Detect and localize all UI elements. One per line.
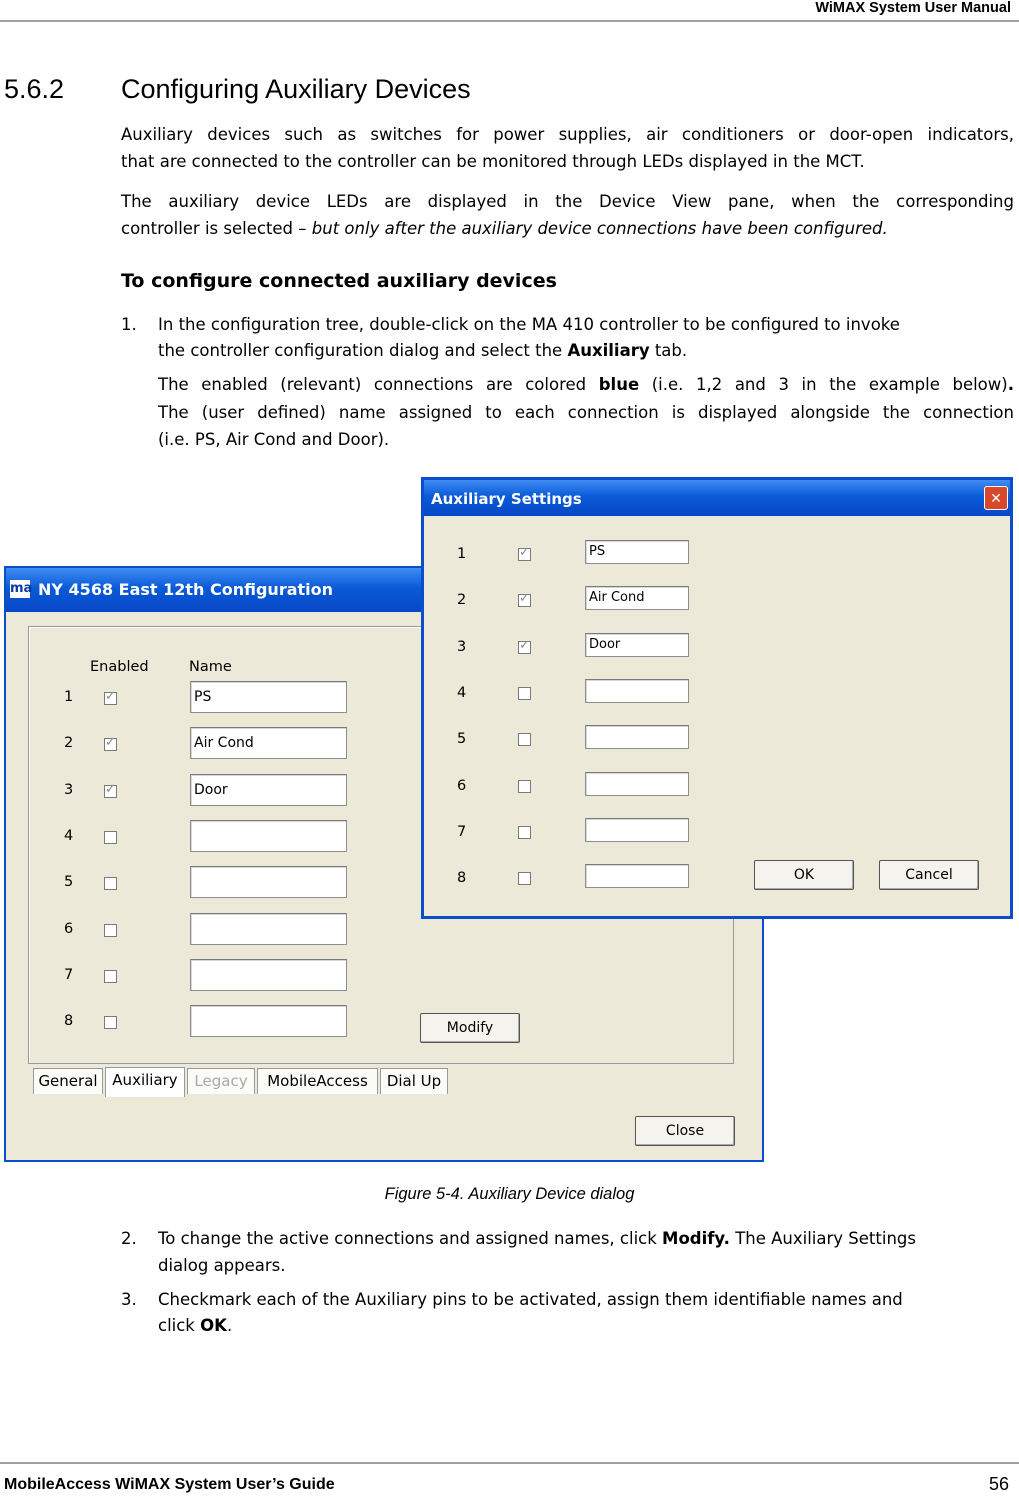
name-field[interactable]: Door — [190, 774, 347, 806]
step1-line5: (i.e. PS, Air Cond and Door). — [158, 430, 390, 449]
name-field[interactable] — [190, 820, 347, 852]
step1-line1: In the configuration tree, double-click on the MA 410 controller to be configured to invoke — [158, 315, 900, 334]
aux-row-number: 7 — [457, 823, 467, 840]
tab-dial-up[interactable]: Dial Up — [380, 1068, 448, 1094]
aux-row-number: 3 — [457, 638, 467, 655]
step3-line1: Checkmark each of the Auxiliary pins to be activated, assign them identifiable names and — [158, 1290, 903, 1309]
step2-line2: dialog appears. — [158, 1256, 286, 1275]
auxiliary-settings-dialog — [421, 477, 1013, 919]
aux-row-number: 6 — [457, 777, 467, 794]
enabled-checkbox[interactable] — [104, 924, 117, 937]
row-number: 6 — [64, 920, 74, 937]
aux-name-field[interactable] — [585, 679, 689, 703]
footer-guide-title: MobileAccess WiMAX System User’s Guide — [4, 1476, 335, 1493]
step1-blue-bold: blue — [598, 375, 640, 394]
enabled-checkbox[interactable] — [104, 877, 117, 890]
intro-p1-line2: that are connected to the controller can be monitored through LEDs displayed in the MCT. — [121, 152, 865, 171]
aux-name-field[interactable]: Air Cond — [585, 586, 689, 610]
page-number: 56 — [988, 1474, 1009, 1494]
aux-enabled-checkbox[interactable] — [518, 641, 531, 654]
section-title: Configuring Auxiliary Devices — [121, 74, 471, 104]
step1-number: 1. — [121, 315, 137, 334]
aux-name-field[interactable] — [585, 772, 689, 796]
figure-caption: Figure 5-4. Auxiliary Device dialog — [384, 1185, 635, 1203]
header-rule — [0, 20, 1019, 22]
tab-general[interactable]: General — [33, 1068, 103, 1094]
intro-p2-emphasis: but only after the auxiliary device connections have been configured. — [311, 219, 888, 238]
row-number: 8 — [64, 1013, 74, 1030]
aux-row-number: 2 — [457, 592, 467, 609]
close-icon[interactable]: ✕ — [984, 486, 1008, 510]
step1-line2-end: tab. — [649, 341, 688, 360]
aux-name-field[interactable] — [585, 818, 689, 842]
app-icon: ma — [10, 581, 33, 596]
ok-button[interactable]: OK — [754, 860, 854, 890]
intro-p1-line1: Auxiliary devices such as switches for power supplies, air conditioners or door-open indicators, — [121, 125, 1014, 144]
enabled-checkbox[interactable] — [104, 785, 117, 798]
aux-titlebar[interactable] — [424, 480, 1010, 516]
aux-dialog-title: Auxiliary Settings — [431, 490, 582, 508]
step2-line1 — [158, 1225, 916, 1252]
aux-name-field[interactable] — [585, 864, 689, 888]
step2-line1-text: To change the active connections and assigned names, click — [158, 1229, 663, 1248]
tab-mobileaccess[interactable]: MobileAccess — [257, 1068, 378, 1094]
enabled-column-header: Enabled — [90, 659, 149, 675]
footer-rule — [0, 1462, 1019, 1464]
step3-ok-bold: OK — [200, 1316, 227, 1335]
step1-auxiliary-bold: Auxiliary — [567, 341, 650, 360]
row-number: 4 — [64, 827, 74, 844]
row-number: 2 — [64, 735, 74, 752]
row-number: 5 — [64, 874, 74, 891]
step3-line2 — [158, 1312, 232, 1339]
row-number: 7 — [64, 966, 74, 983]
enabled-checkbox[interactable] — [104, 738, 117, 751]
intro-p2-line2-text: controller is selected – — [121, 219, 312, 238]
step3-line2-end: . — [226, 1316, 233, 1335]
row-number: 3 — [64, 781, 74, 798]
step2-number: 2. — [121, 1229, 137, 1248]
row-number: 1 — [64, 689, 74, 705]
name-field[interactable] — [190, 959, 347, 991]
name-field[interactable] — [190, 913, 347, 945]
aux-name-field[interactable] — [585, 725, 689, 749]
aux-enabled-checkbox[interactable] — [518, 594, 531, 607]
enabled-checkbox[interactable] — [104, 831, 117, 844]
name-column-header: Name — [189, 659, 232, 675]
aux-enabled-checkbox[interactable] — [518, 733, 531, 746]
step1-line3-period: . — [1007, 375, 1014, 394]
modify-button[interactable]: Modify — [420, 1013, 520, 1043]
intro-p2-line1: The auxiliary device LEDs are displayed in the Device View pane, when the corresponding — [121, 192, 1014, 211]
procedure-heading: To configure connected auxiliary devices — [121, 270, 557, 292]
enabled-checkbox[interactable] — [104, 692, 117, 705]
step1-line3 — [158, 371, 1014, 398]
aux-name-field[interactable]: PS — [585, 540, 689, 564]
aux-enabled-checkbox[interactable] — [518, 872, 531, 885]
tab-legacy[interactable]: Legacy — [187, 1068, 255, 1094]
section-number: 5.6.2 — [4, 74, 65, 104]
intro-p2-line2 — [121, 215, 888, 242]
config-window-title: NY 4568 East 12th Configuration — [38, 580, 334, 599]
name-field[interactable] — [190, 866, 347, 898]
close-button[interactable]: Close — [635, 1116, 735, 1146]
aux-row-number: 1 — [457, 546, 467, 562]
aux-enabled-checkbox[interactable] — [518, 826, 531, 839]
name-field[interactable]: PS — [190, 681, 347, 713]
step1-line2-text: the controller configuration dialog and select the — [158, 341, 568, 360]
figure-screenshot — [4, 474, 1014, 1164]
running-header-title: WiMAX System User Manual — [815, 0, 1011, 16]
aux-row-number: 5 — [457, 731, 467, 748]
step2-line1-end: The Auxiliary Settings — [729, 1229, 916, 1248]
step1-line2 — [158, 337, 687, 364]
enabled-checkbox[interactable] — [104, 970, 117, 983]
cancel-button[interactable]: Cancel — [879, 860, 979, 890]
name-field[interactable] — [190, 1005, 347, 1037]
step1-line3-end: (i.e. 1,2 and 3 in the example below) — [639, 375, 1008, 394]
name-field[interactable]: Air Cond — [190, 727, 347, 759]
aux-name-field[interactable]: Door — [585, 633, 689, 657]
aux-enabled-checkbox[interactable] — [518, 780, 531, 793]
tab-auxiliary[interactable]: Auxiliary — [105, 1067, 185, 1097]
enabled-checkbox[interactable] — [104, 1016, 117, 1029]
aux-enabled-checkbox[interactable] — [518, 548, 531, 561]
aux-row-number: 4 — [457, 684, 467, 701]
step3-number: 3. — [121, 1290, 137, 1309]
aux-row-number: 8 — [457, 870, 467, 887]
aux-enabled-checkbox[interactable] — [518, 687, 531, 700]
step1-line3-text: The enabled (relevant) connections are colored — [158, 375, 599, 394]
step1-line4: The (user defined) name assigned to each connection is displayed alongside the connection — [158, 403, 1014, 422]
step3-line2-text: click — [158, 1316, 201, 1335]
step2-modify-bold: Modify. — [662, 1229, 730, 1248]
